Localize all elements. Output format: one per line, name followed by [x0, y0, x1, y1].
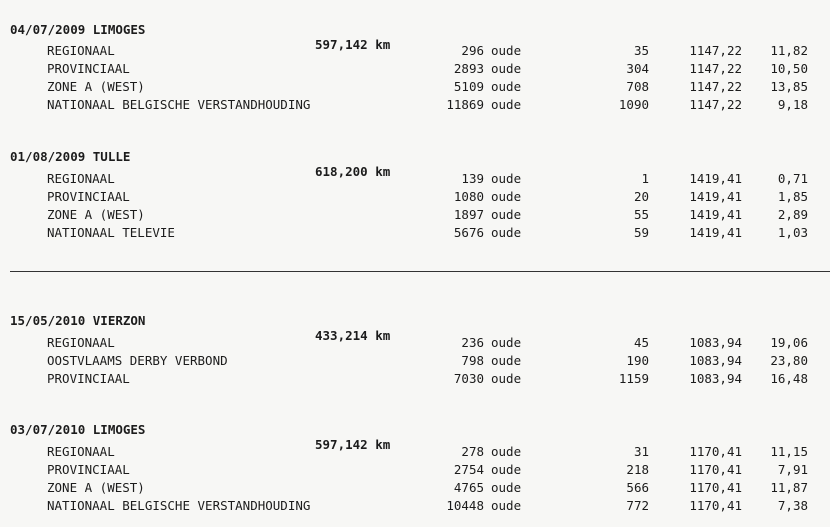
result-row — [0, 444, 830, 462]
competition-name: ZONE A (WEST) — [47, 79, 145, 94]
bird-count: 2893 — [453, 61, 484, 76]
placement: 218 — [626, 462, 649, 477]
placement: 1 — [641, 171, 649, 186]
age-class: oude — [491, 171, 522, 186]
result-row — [0, 371, 830, 389]
age-class: oude — [491, 225, 522, 240]
result-row — [0, 480, 830, 498]
race-date-location: 01/08/2009 TULLE — [10, 149, 131, 164]
age-class: oude — [491, 61, 522, 76]
speed: 1147,22 — [689, 97, 742, 112]
speed: 1147,22 — [689, 79, 742, 94]
competition-name: NATIONAAL TELEVIE — [47, 225, 175, 240]
result-row — [0, 79, 830, 97]
competition-name: NATIONAAL BELGISCHE VERSTANDHOUDING — [47, 97, 311, 112]
placement: 566 — [626, 480, 649, 495]
percentage: 7,91 — [777, 462, 808, 477]
bird-count: 2754 — [453, 462, 484, 477]
age-class: oude — [491, 79, 522, 94]
percentage: 0,71 — [777, 171, 808, 186]
percentage: 16,48 — [770, 371, 808, 386]
percentage: 10,50 — [770, 61, 808, 76]
result-row — [0, 97, 830, 115]
placement: 708 — [626, 79, 649, 94]
percentage: 11,15 — [770, 444, 808, 459]
bird-count: 4765 — [453, 480, 484, 495]
result-row — [0, 225, 830, 243]
speed: 1419,41 — [689, 207, 742, 222]
race-date-location: 15/05/2010 VIERZON — [10, 313, 146, 328]
speed: 1170,41 — [689, 480, 742, 495]
competition-name: REGIONAAL — [47, 43, 115, 58]
section-divider — [10, 271, 830, 272]
competition-name: NATIONAAL BELGISCHE VERSTANDHOUDING — [47, 498, 311, 513]
placement: 1159 — [618, 371, 649, 386]
percentage: 11,82 — [770, 43, 808, 58]
age-class: oude — [491, 444, 522, 459]
age-class: oude — [491, 498, 522, 513]
result-row — [0, 171, 830, 189]
percentage: 19,06 — [770, 335, 808, 350]
age-class: oude — [491, 371, 522, 386]
result-row — [0, 498, 830, 516]
competition-name: PROVINCIAAL — [47, 189, 130, 204]
placement: 31 — [633, 444, 649, 459]
competition-name: REGIONAAL — [47, 444, 115, 459]
bird-count: 798 — [461, 353, 484, 368]
percentage: 11,87 — [770, 480, 808, 495]
speed: 1170,41 — [689, 444, 742, 459]
competition-name: PROVINCIAAL — [47, 61, 130, 76]
speed: 1083,94 — [689, 353, 742, 368]
race-date-location: 03/07/2010 LIMOGES — [10, 422, 146, 437]
result-row — [0, 335, 830, 353]
competition-name: REGIONAAL — [47, 335, 115, 350]
race-distance: 618,200 km — [315, 164, 391, 179]
percentage: 1,03 — [777, 225, 808, 240]
percentage: 7,38 — [777, 498, 808, 513]
bird-count: 236 — [461, 335, 484, 350]
speed: 1170,41 — [689, 498, 742, 513]
result-row — [0, 353, 830, 371]
bird-count: 278 — [461, 444, 484, 459]
speed: 1419,41 — [689, 171, 742, 186]
competition-name: REGIONAAL — [47, 171, 115, 186]
age-class: oude — [491, 97, 522, 112]
competition-name: ZONE A (WEST) — [47, 480, 145, 495]
placement: 772 — [626, 498, 649, 513]
result-row — [0, 61, 830, 79]
placement: 190 — [626, 353, 649, 368]
result-row — [0, 462, 830, 480]
competition-name: PROVINCIAAL — [47, 371, 130, 386]
placement: 45 — [633, 335, 649, 350]
speed: 1419,41 — [689, 225, 742, 240]
race-date-location: 04/07/2009 LIMOGES — [10, 22, 146, 37]
competition-name: OOSTVLAAMS DERBY VERBOND — [47, 353, 228, 368]
result-row — [0, 207, 830, 225]
age-class: oude — [491, 353, 522, 368]
percentage: 9,18 — [777, 97, 808, 112]
placement: 1090 — [618, 97, 649, 112]
bird-count: 139 — [461, 171, 484, 186]
competition-name: PROVINCIAAL — [47, 462, 130, 477]
placement: 55 — [633, 207, 649, 222]
age-class: oude — [491, 207, 522, 222]
bird-count: 10448 — [446, 498, 484, 513]
age-class: oude — [491, 335, 522, 350]
race-distance: 597,142 km — [315, 437, 391, 452]
percentage: 2,89 — [777, 207, 808, 222]
race-distance: 433,214 km — [315, 328, 391, 343]
bird-count: 1897 — [453, 207, 484, 222]
bird-count: 5109 — [453, 79, 484, 94]
result-row — [0, 43, 830, 61]
placement: 59 — [633, 225, 649, 240]
competition-name: ZONE A (WEST) — [47, 207, 145, 222]
age-class: oude — [491, 480, 522, 495]
age-class: oude — [491, 43, 522, 58]
speed: 1170,41 — [689, 462, 742, 477]
speed: 1147,22 — [689, 43, 742, 58]
placement: 304 — [626, 61, 649, 76]
speed: 1147,22 — [689, 61, 742, 76]
speed: 1419,41 — [689, 189, 742, 204]
speed: 1083,94 — [689, 371, 742, 386]
placement: 20 — [633, 189, 649, 204]
placement: 35 — [633, 43, 649, 58]
bird-count: 296 — [461, 43, 484, 58]
bird-count: 1080 — [453, 189, 484, 204]
speed: 1083,94 — [689, 335, 742, 350]
age-class: oude — [491, 462, 522, 477]
percentage: 13,85 — [770, 79, 808, 94]
race-distance: 597,142 km — [315, 37, 391, 52]
result-row — [0, 189, 830, 207]
percentage: 23,80 — [770, 353, 808, 368]
bird-count: 11869 — [446, 97, 484, 112]
percentage: 1,85 — [777, 189, 808, 204]
bird-count: 5676 — [453, 225, 484, 240]
bird-count: 7030 — [453, 371, 484, 386]
age-class: oude — [491, 189, 522, 204]
